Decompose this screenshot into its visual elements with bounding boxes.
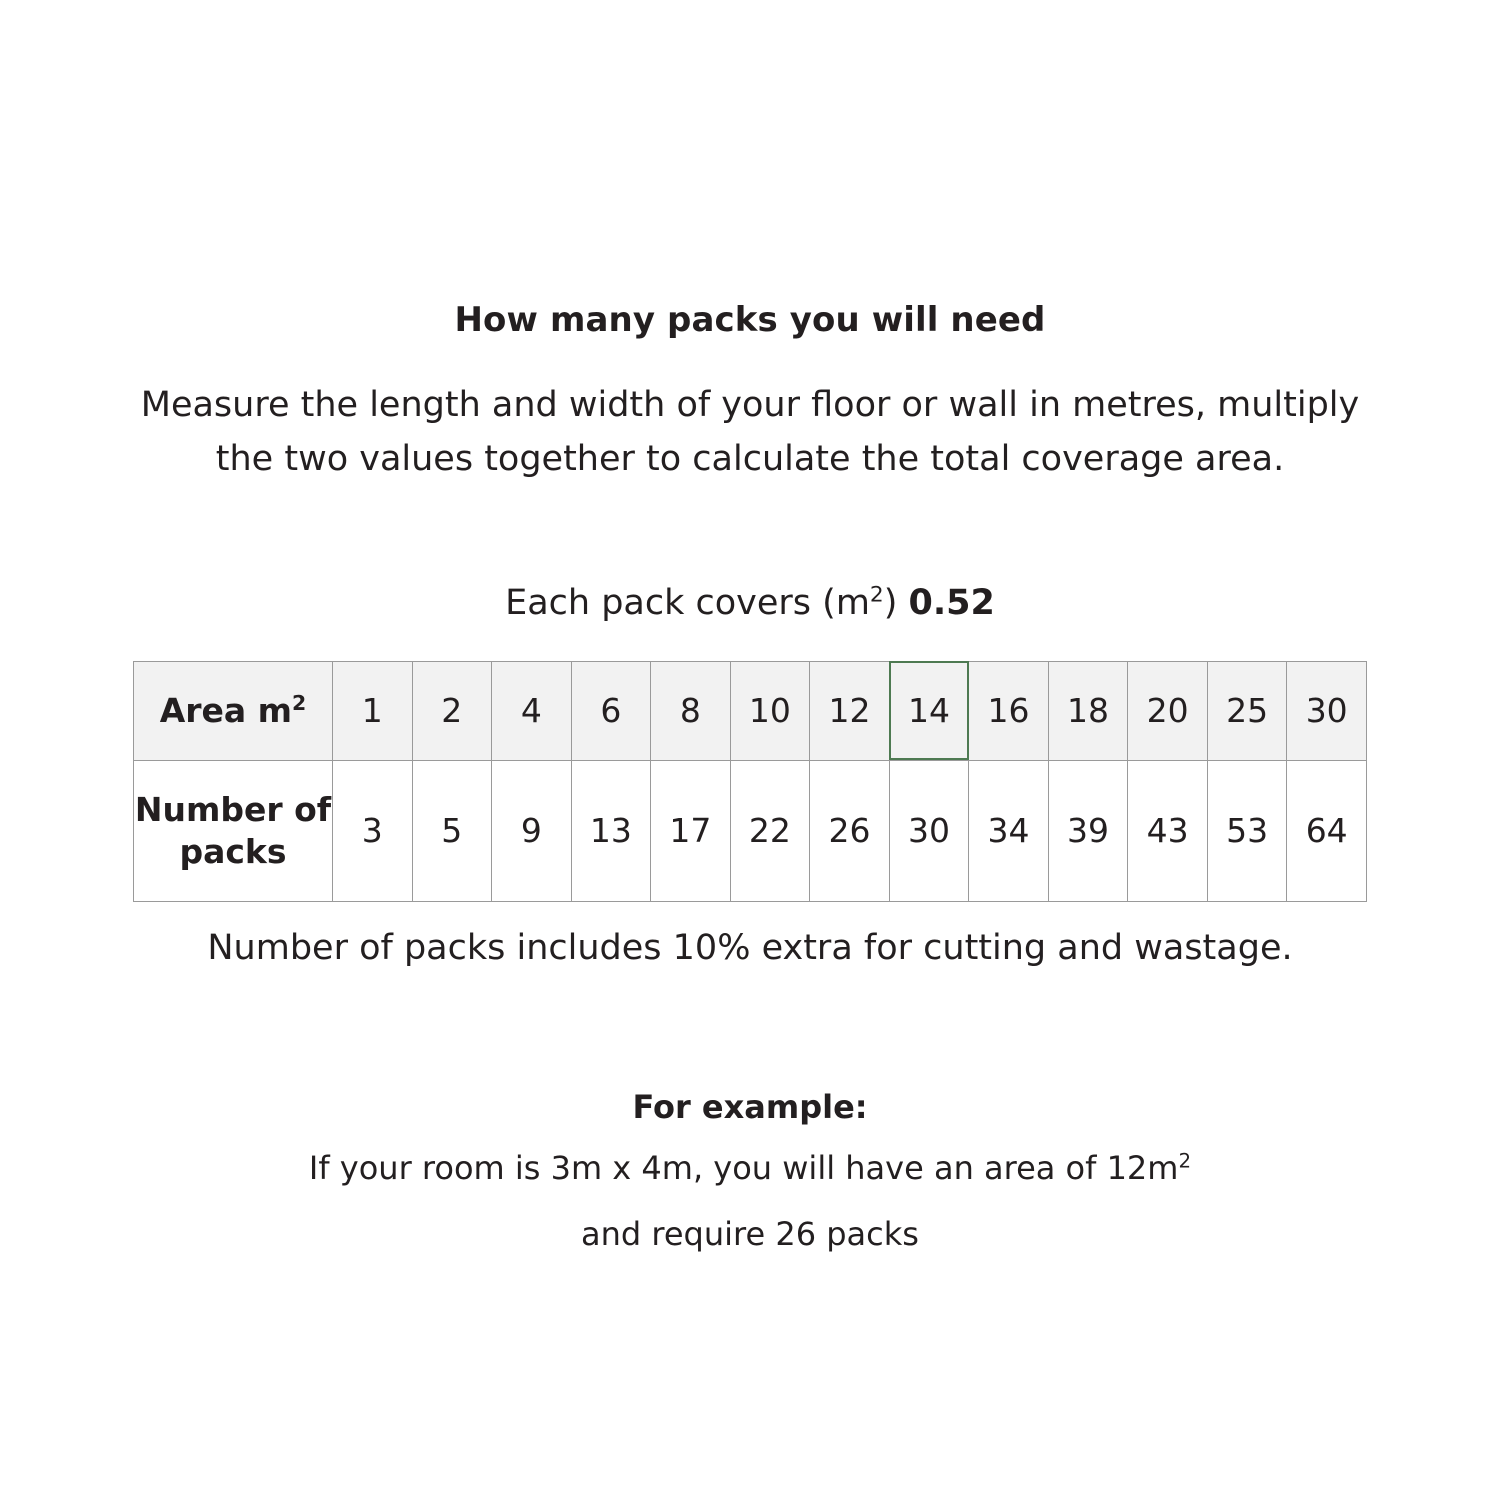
coverage-label-prefix: Each pack covers (m xyxy=(505,582,870,623)
row-header-area xyxy=(134,661,333,760)
packs-table xyxy=(133,661,1367,902)
packs-cell: 43 xyxy=(1128,760,1208,901)
area-cell: 1 xyxy=(333,661,413,760)
intro-paragraph: Measure the length and width of your floor or wall in metres, multiply the two values together to calculate the total coverage area. xyxy=(140,385,1360,480)
area-cell: 18 xyxy=(1048,661,1128,760)
packs-cell: 39 xyxy=(1048,760,1128,901)
area-cell: 10 xyxy=(730,661,810,760)
area-cell: 8 xyxy=(651,661,731,760)
example-line-1-superscript: 2 xyxy=(1178,1148,1192,1172)
packs-cell: 22 xyxy=(730,760,810,901)
wastage-note: Number of packs includes 10% extra for cutting and wastage. xyxy=(207,927,1293,968)
example-line-2: and require 26 packs xyxy=(581,1214,919,1253)
coverage-label-superscript: 2 xyxy=(869,581,884,607)
row-header-packs: Number of packs xyxy=(134,760,333,901)
packs-table-wrap xyxy=(133,661,1367,902)
coverage-value: 0.52 xyxy=(908,582,995,623)
area-cell: 4 xyxy=(492,661,572,760)
area-cell: 12 xyxy=(810,661,890,760)
packs-cell: 5 xyxy=(412,760,492,901)
packs-cell: 34 xyxy=(969,760,1049,901)
packs-cell: 30 xyxy=(889,760,969,901)
area-cell: 2 xyxy=(412,661,492,760)
packs-cell: 17 xyxy=(651,760,731,901)
packs-cell: 13 xyxy=(571,760,651,901)
packs-cell: 64 xyxy=(1287,760,1367,901)
packs-cell: 53 xyxy=(1207,760,1287,901)
area-cell: 6 xyxy=(571,661,651,760)
area-cell: 20 xyxy=(1128,661,1208,760)
packs-cell: 26 xyxy=(810,760,890,901)
page-title: How many packs you will need xyxy=(454,300,1046,340)
coverage-line xyxy=(0,583,1500,623)
table-row-packs xyxy=(134,760,1367,901)
row-header-area-label: Area m xyxy=(159,690,293,730)
packs-cell: 9 xyxy=(492,760,572,901)
area-cell-highlighted: 14 xyxy=(889,661,969,760)
table-row-area xyxy=(134,661,1367,760)
row-header-area-superscript: 2 xyxy=(292,690,307,715)
area-cell: 16 xyxy=(969,661,1049,760)
example-line-1 xyxy=(0,1144,1500,1192)
area-cell: 25 xyxy=(1207,661,1287,760)
example-title: For example: xyxy=(632,1087,868,1126)
area-cell: 30 xyxy=(1287,661,1367,760)
packs-cell: 3 xyxy=(333,760,413,901)
coverage-label-suffix: ) xyxy=(883,582,898,623)
example-line-1-text: If your room is 3m x 4m, you will have an area of 12m xyxy=(308,1148,1179,1187)
